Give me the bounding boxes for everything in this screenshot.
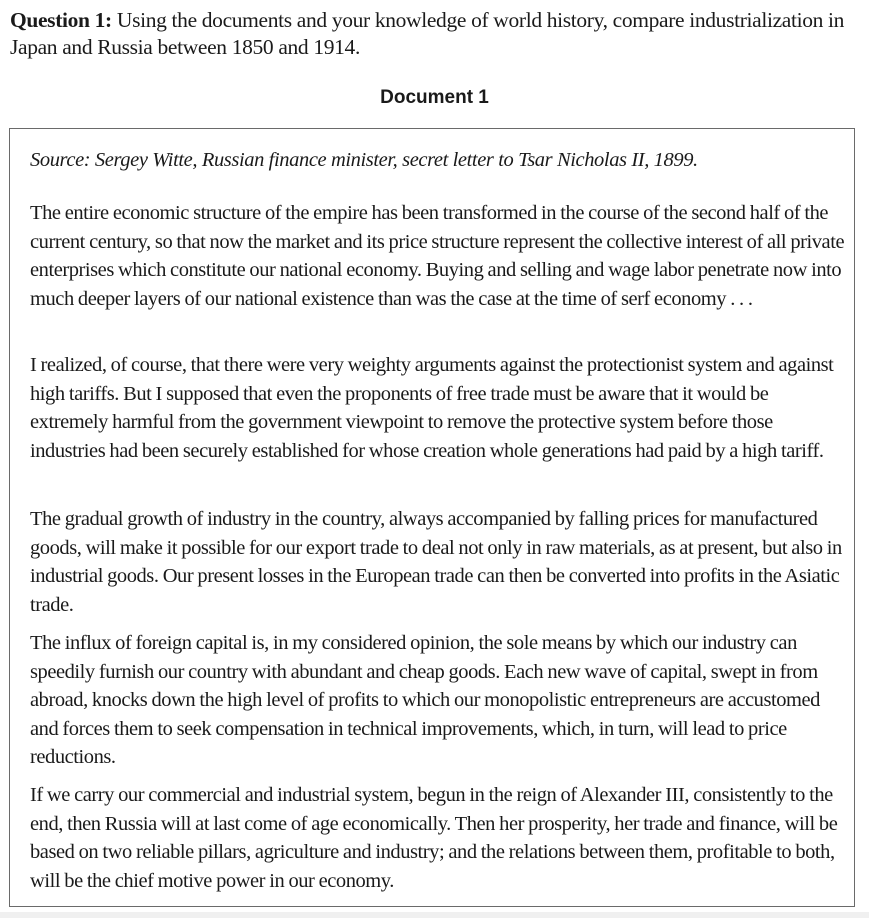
document-paragraph: The influx of foreign capital is, in my considered opinion, the sole means by which our industry can speedily furnish our country with abundant and cheap goods. Each new wave of capital, swept in from abroad, knocks down the high level of profits to which our monopolistic entrepreneurs are accustomed and forces them to seek compensation in technical improvements, which, in turn, will lead to price reductions.	[30, 632, 820, 768]
document-heading: Document 1	[380, 87, 489, 108]
question-prompt	[10, 7, 860, 61]
document-source: Source: Sergey Witte, Russian finance minister, secret letter to Tsar Nicholas II, 1899.	[30, 149, 698, 171]
document-box	[9, 128, 855, 907]
document-paragraph: The entire economic structure of the empire has been transformed in the course of the second half of the current century, so that now the market and its price structure represent the collective interest of all private enterprises which constitute our national economy. Buying and selling and wage labor penetrate now into much deeper layers of our national existence than was the case at the time of serf economy . . .	[30, 202, 845, 310]
document-paragraph: The gradual growth of industry in the country, always accompanied by falling prices for manufactured goods, will make it possible for our export trade to deal not only in raw materials, as at present, but also in industrial goods. Our present losses in the European trade can then be converted into profits in the Asiatic trade.	[30, 508, 842, 616]
question-text: Using the documents and your knowledge of world history, compare industrialization in Japan and Russia between 1850 and 1914.	[10, 8, 845, 59]
page-bottom-margin	[0, 912, 869, 918]
question-label: Question 1:	[10, 8, 112, 32]
document-paragraph: I realized, of course, that there were very weighty arguments against the protectionist system and against high tariffs. But I supposed that even the proponents of free trade must be aware that it would be extremely harmful from the government viewpoint to remove the protective system before those industries had been securely established for whose creation whole generations had paid by a high tariff.	[30, 354, 834, 462]
document-paragraph: If we carry our commercial and industrial system, begun in the reign of Alexander III, consistently to the end, then Russia will at last come of age economically. Then her prosperity, her trade and finance, will be based on two reliable pillars, agriculture and industry; and the relations between them, profitable to both, will be the chief motive power in our economy.	[30, 784, 838, 892]
